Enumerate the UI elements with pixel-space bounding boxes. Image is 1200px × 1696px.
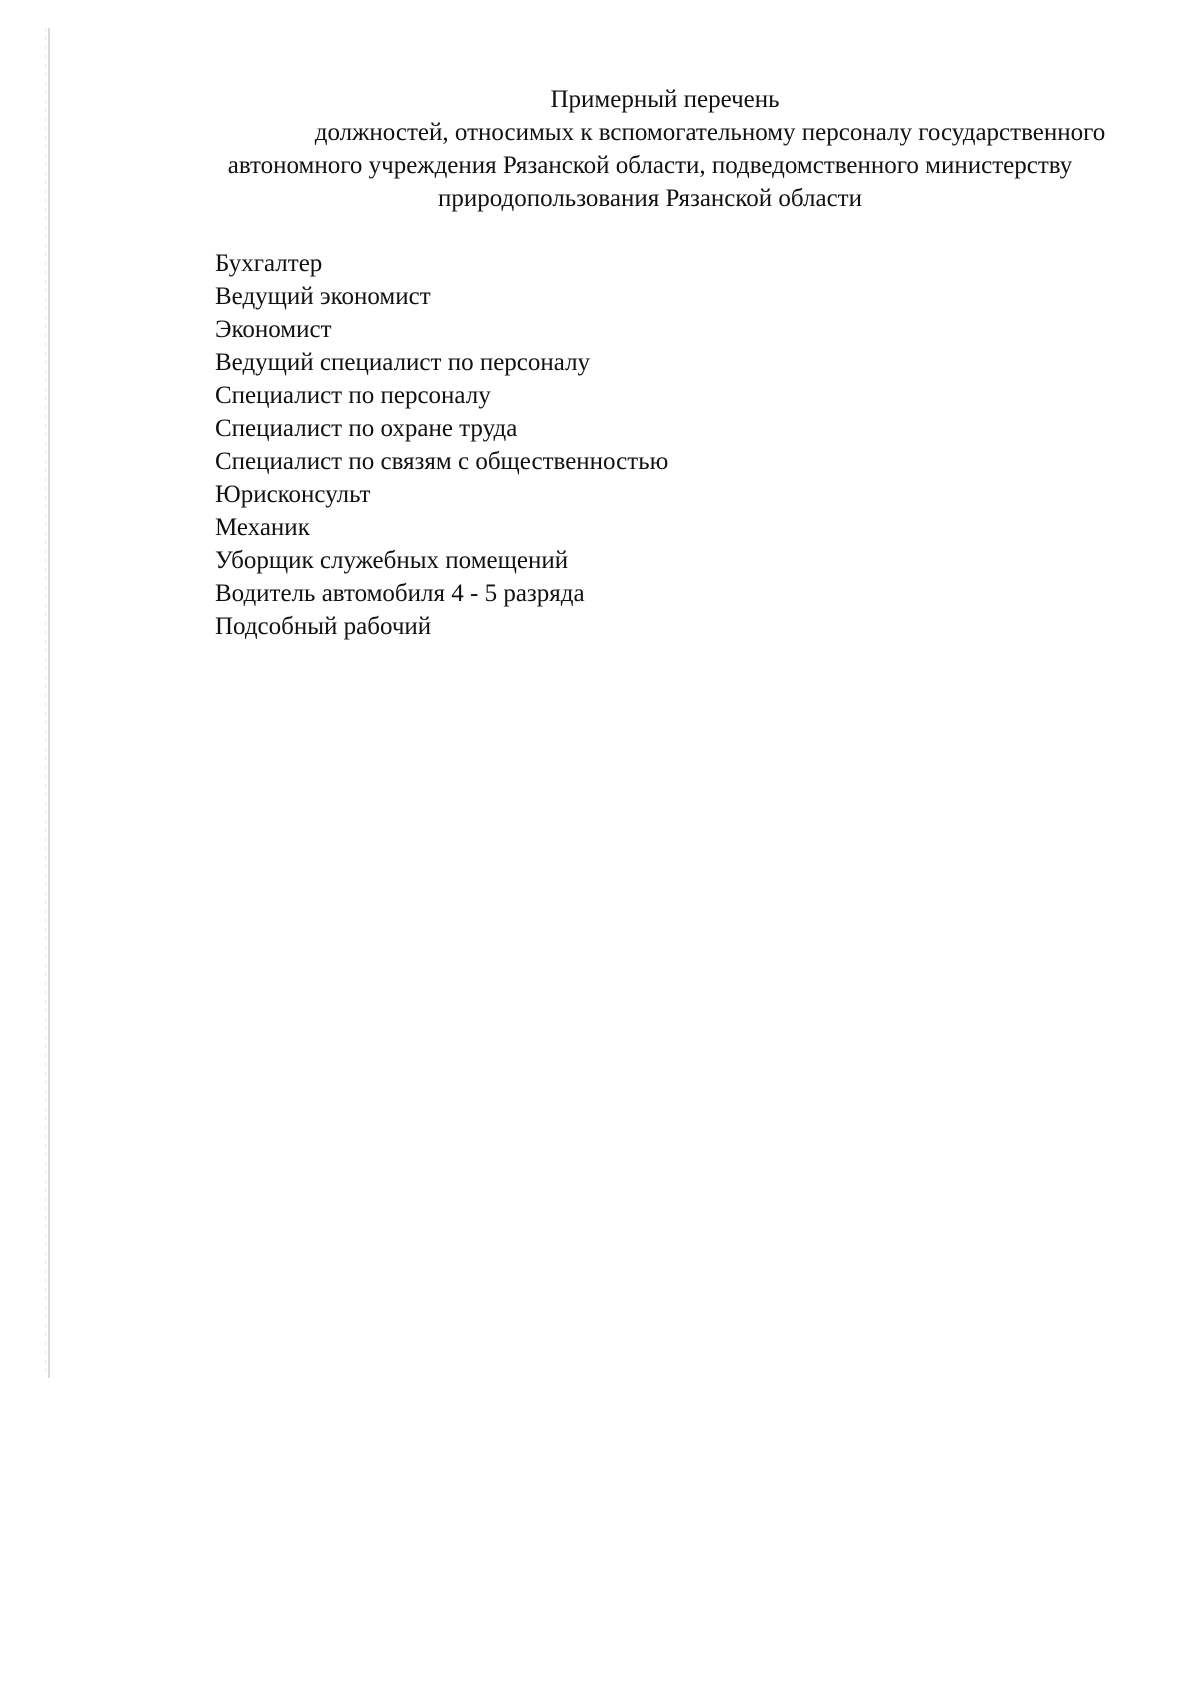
document-subtitle-line-1: должностей, относимых к вспомогательному персоналу государственного (314, 119, 1106, 146)
list-item: Специалист по персоналу (215, 382, 491, 409)
list-item: Ведущий экономист (215, 283, 431, 310)
list-item: Бухгалтер (215, 250, 323, 277)
positions-list (215, 247, 668, 643)
list-item: Уборщик служебных помещений (215, 547, 569, 574)
document-heading (170, 83, 1130, 215)
list-item: Экономист (215, 316, 332, 343)
list-item: Водитель автомобиля 4 - 5 разряда (215, 580, 585, 607)
document-subtitle-line-3: природопользования Рязанской области (438, 185, 862, 212)
scan-binding-edge-dots (45, 28, 46, 1378)
document-title: Примерный перечень (550, 86, 780, 113)
list-item: Ведущий специалист по персоналу (215, 349, 591, 376)
scan-binding-edge (48, 28, 50, 1378)
list-item: Юрисконсульт (215, 481, 371, 508)
list-item: Подсобный рабочий (215, 613, 432, 640)
list-item: Механик (215, 514, 310, 541)
document-subtitle-line-2: автономного учреждения Рязанской области, подведомственного министерству (227, 152, 1073, 179)
list-item: Специалист по связям с общественностью (215, 448, 669, 475)
list-item: Специалист по охране труда (215, 415, 518, 442)
